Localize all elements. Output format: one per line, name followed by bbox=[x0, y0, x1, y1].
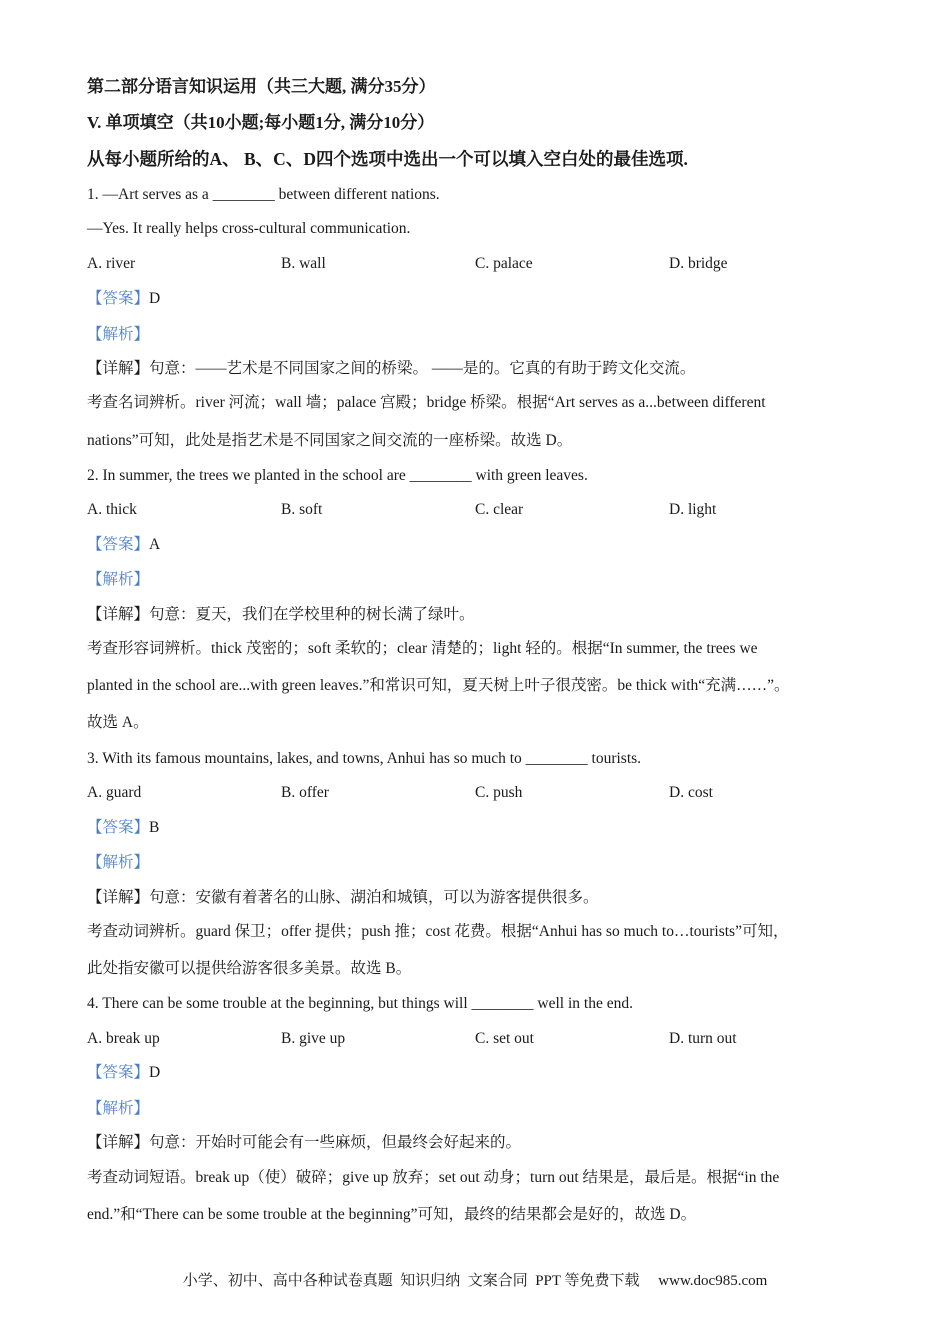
option-b: B. give up bbox=[281, 1030, 346, 1047]
explain-line: planted in the school are...with green leaves.”和常识可知，夏天树上叶子很茂密。be thick with“充满……”。 bbox=[87, 677, 790, 694]
question-stem: 4. There can be some trouble at the beginning, but things will ________ well in the end. bbox=[87, 995, 633, 1012]
option-d: D. bridge bbox=[669, 255, 728, 272]
answer-value: B bbox=[149, 819, 160, 836]
explain-line: 考查名词辨析。river 河流；wall 墙；palace 宫殿；bridge 桥梁。根据“Art serves as a...between different bbox=[87, 394, 766, 411]
option-a: A. break up bbox=[87, 1030, 160, 1047]
option-c: C. clear bbox=[475, 501, 524, 518]
explain-line: end.”和“There can be some trouble at the beginning”可知，最终的结果都会是好的，故选 D。 bbox=[87, 1206, 697, 1223]
option-c: C. set out bbox=[475, 1030, 534, 1047]
answer-line bbox=[87, 1063, 160, 1083]
page-footer: 小学、初中、高中各种试卷真题 知识归纳 文案合同 PPT 等免费下载 www.doc985.com bbox=[182, 1273, 768, 1289]
question-stem-reply: —Yes. It really helps cross-cultural communication. bbox=[87, 220, 411, 237]
option-b: B. soft bbox=[281, 501, 323, 518]
detail-tag: 【详解】 bbox=[87, 1134, 150, 1151]
option-b: B. wall bbox=[281, 255, 326, 272]
answer-tag: 【答案】 bbox=[87, 819, 150, 836]
explain-line: 考查形容词辨析。thick 茂密的；soft 柔软的；clear 清楚的；light 轻的。根据“In summer, the trees we bbox=[87, 640, 758, 657]
explain-line: 故选 A。 bbox=[87, 714, 149, 731]
question-stem: 3. With its famous mountains, lakes, and towns, Anhui has so much to ________ tourists. bbox=[87, 750, 642, 767]
answer-tag: 【答案】 bbox=[87, 290, 150, 307]
part-title: 第二部分语言知识运用（共三大题, 满分35分） bbox=[87, 77, 436, 96]
option-a: A. thick bbox=[87, 501, 137, 518]
explain-line: nations”可知，此处是指艺术是不同国家之间交流的一座桥梁。故选 D。 bbox=[87, 432, 573, 449]
detail-tag: 【详解】 bbox=[87, 889, 150, 906]
explain-line: 此处指安徽可以提供给游客很多美景。故选 B。 bbox=[87, 960, 412, 977]
option-b: B. offer bbox=[281, 784, 329, 801]
answer-value: D bbox=[149, 1064, 161, 1081]
explain-line: 考查动词短语。break up（使）破碎；give up 放弃；set out 动身；turn out 结果是，最后是。根据“in the bbox=[87, 1169, 780, 1186]
answer-line bbox=[87, 289, 160, 309]
option-a: A. river bbox=[87, 255, 136, 272]
answer-tag: 【答案】 bbox=[87, 1064, 150, 1081]
question-stem: 2. In summer, the trees we planted in the school are ________ with green leaves. bbox=[87, 467, 588, 484]
analysis-tag: 【解析】 bbox=[87, 1100, 150, 1117]
detail-line bbox=[87, 605, 475, 625]
answer-value: A bbox=[149, 536, 161, 553]
option-a: A. guard bbox=[87, 784, 142, 801]
option-d: D. cost bbox=[669, 784, 713, 801]
detail-text: 句意：——艺术是不同国家之间的桥梁。 ——是的。它真的有助于跨文化交流。 bbox=[149, 360, 696, 377]
section-title: V. 单项填空（共10小题;每小题1分, 满分10分） bbox=[87, 113, 435, 132]
answer-line bbox=[87, 535, 160, 555]
answer-line bbox=[87, 818, 159, 838]
detail-tag: 【详解】 bbox=[87, 360, 150, 377]
detail-tag: 【详解】 bbox=[87, 606, 150, 623]
detail-line bbox=[87, 1133, 521, 1153]
detail-line bbox=[87, 888, 599, 908]
detail-text: 句意：安徽有着著名的山脉、湖泊和城镇，可以为游客提供很多。 bbox=[149, 889, 599, 906]
instruction: 从每小题所给的A、 B、C、D四个选项中选出一个可以填入空白处的最佳选项. bbox=[87, 149, 688, 169]
analysis-tag: 【解析】 bbox=[87, 326, 150, 343]
analysis-tag: 【解析】 bbox=[87, 571, 150, 588]
detail-text: 句意：夏天，我们在学校里种的树长满了绿叶。 bbox=[149, 606, 475, 623]
question-stem: 1. —Art serves as a ________ between different nations. bbox=[87, 186, 440, 203]
option-d: D. light bbox=[669, 501, 717, 518]
explain-line: 考查动词辨析。guard 保卫；offer 提供；push 推；cost 花费。根据“Anhui has so much to…tourists”可知， bbox=[87, 923, 789, 940]
answer-value: D bbox=[149, 290, 161, 307]
option-d: D. turn out bbox=[669, 1030, 737, 1047]
detail-text: 句意：开始时可能会有一些麻烦，但最终会好起来的。 bbox=[149, 1134, 522, 1151]
option-c: C. palace bbox=[475, 255, 533, 272]
option-c: C. push bbox=[475, 784, 523, 801]
answer-tag: 【答案】 bbox=[87, 536, 150, 553]
analysis-tag: 【解析】 bbox=[87, 854, 150, 871]
detail-line bbox=[87, 359, 695, 379]
